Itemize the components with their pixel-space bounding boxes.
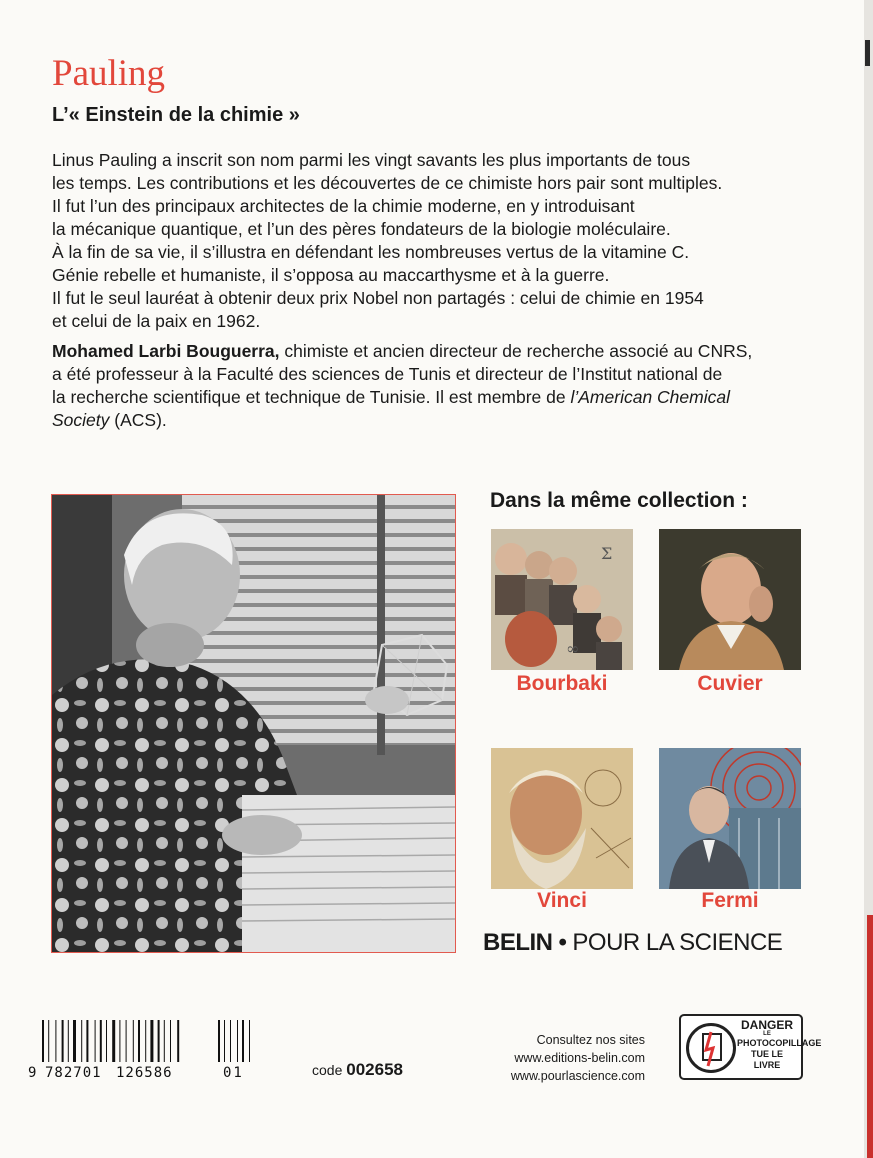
author-bio-line: a été professeur à la Faculté des sciences de Tunis et directeur de l’Institut national de <box>52 364 723 384</box>
publisher-belin: BELIN <box>483 929 553 956</box>
author-bio-text: (ACS). <box>109 410 167 430</box>
site-link-pourlascience[interactable]: www.pourlascience.com <box>510 1069 645 1083</box>
websites-block <box>497 1031 645 1085</box>
collection-heading: Dans la même collection : <box>490 489 748 512</box>
collection-item-bourbaki[interactable]: Bourbaki <box>516 672 608 695</box>
collection-item-cuvier[interactable]: Cuvier <box>697 672 763 695</box>
sites-heading: Consultez nos sites <box>536 1033 645 1047</box>
no-copy-icon <box>686 1023 736 1073</box>
code-value: 002658 <box>346 1060 403 1079</box>
page-edge-mark <box>865 40 870 66</box>
product-code <box>312 1060 403 1080</box>
barcode-digits-addon: 01 <box>223 1065 244 1081</box>
barcode-digits-second: 126586 <box>116 1065 173 1081</box>
site-link-belin[interactable]: www.editions-belin.com <box>514 1051 645 1065</box>
pauling-photo <box>51 494 456 953</box>
description-line: Génie rebelle et humaniste, il s’opposa au maccarthysme et à la guerre. <box>52 265 610 285</box>
publisher-logo <box>483 929 782 957</box>
svg-text:∞: ∞ <box>566 639 580 658</box>
description-line: Il fut le seul lauréat à obtenir deux prix Nobel non partagés : celui de chimie en 1954 <box>52 288 704 308</box>
publisher-pour-la-science: POUR LA SCIENCE <box>572 929 783 956</box>
author-bio-line <box>52 340 812 363</box>
description-line: les temps. Les contributions et les découvertes de ce chimiste hors pair sont multiples. <box>52 173 723 193</box>
collection-item-vinci[interactable]: Vinci <box>537 889 587 912</box>
author-bio <box>52 340 812 432</box>
book-title: Pauling <box>52 53 166 94</box>
danger-text <box>737 1018 822 1071</box>
fermi-cover-image[interactable] <box>659 748 801 889</box>
book-description <box>52 149 812 333</box>
publisher-separator: • <box>558 929 567 956</box>
description-line: Linus Pauling a inscrit son nom parmi les vingt savants les plus importants de tous <box>52 150 691 170</box>
page-edge-red-stripe <box>867 915 873 1158</box>
vinci-cover-image[interactable] <box>491 748 633 889</box>
danger-line: DANGER <box>740 1018 793 1032</box>
barcode-digit-lead: 9 <box>28 1065 37 1081</box>
danger-photocopy-logo <box>679 1014 822 1080</box>
svg-text:Σ: Σ <box>601 544 613 563</box>
author-bio-line <box>52 386 812 409</box>
author-bio-italic: l’American Chemical <box>570 387 730 407</box>
danger-line: PHOTOCOPILLAGE <box>737 1038 822 1048</box>
bourbaki-cover-image[interactable] <box>491 529 633 670</box>
collection-item-fermi[interactable]: Fermi <box>701 889 759 912</box>
isbn-barcode <box>28 1020 258 1082</box>
author-bio-line <box>52 409 812 432</box>
author-name: Mohamed Larbi Bouguerra, <box>52 341 280 361</box>
description-line: et celui de la paix en 1962. <box>52 311 261 331</box>
barcode-digits-main: 782701 <box>45 1065 102 1081</box>
cuvier-cover-image[interactable] <box>659 529 801 670</box>
book-subtitle: L’« Einstein de la chimie » <box>52 104 300 126</box>
code-label: code <box>312 1062 343 1078</box>
description-line: la mécanique quantique, et l’un des pères fondateurs de la biologie moléculaire. <box>52 219 671 239</box>
danger-line: TUE LE LIVRE <box>750 1049 783 1070</box>
author-bio-text: la recherche scientifique et technique de Tunisie. Il est membre de <box>52 387 571 407</box>
author-bio-text: chimiste et ancien directeur de recherche associé au CNRS, <box>279 341 753 361</box>
description-line: Il fut l’un des principaux architectes de la chimie moderne, en y introduisant <box>52 196 635 216</box>
description-line: À la fin de sa vie, il s’illustra en défendant les nombreuses vertus de la vitamine C. <box>52 242 690 262</box>
author-bio-italic: Society <box>52 410 110 430</box>
danger-line: LE <box>763 1031 771 1037</box>
